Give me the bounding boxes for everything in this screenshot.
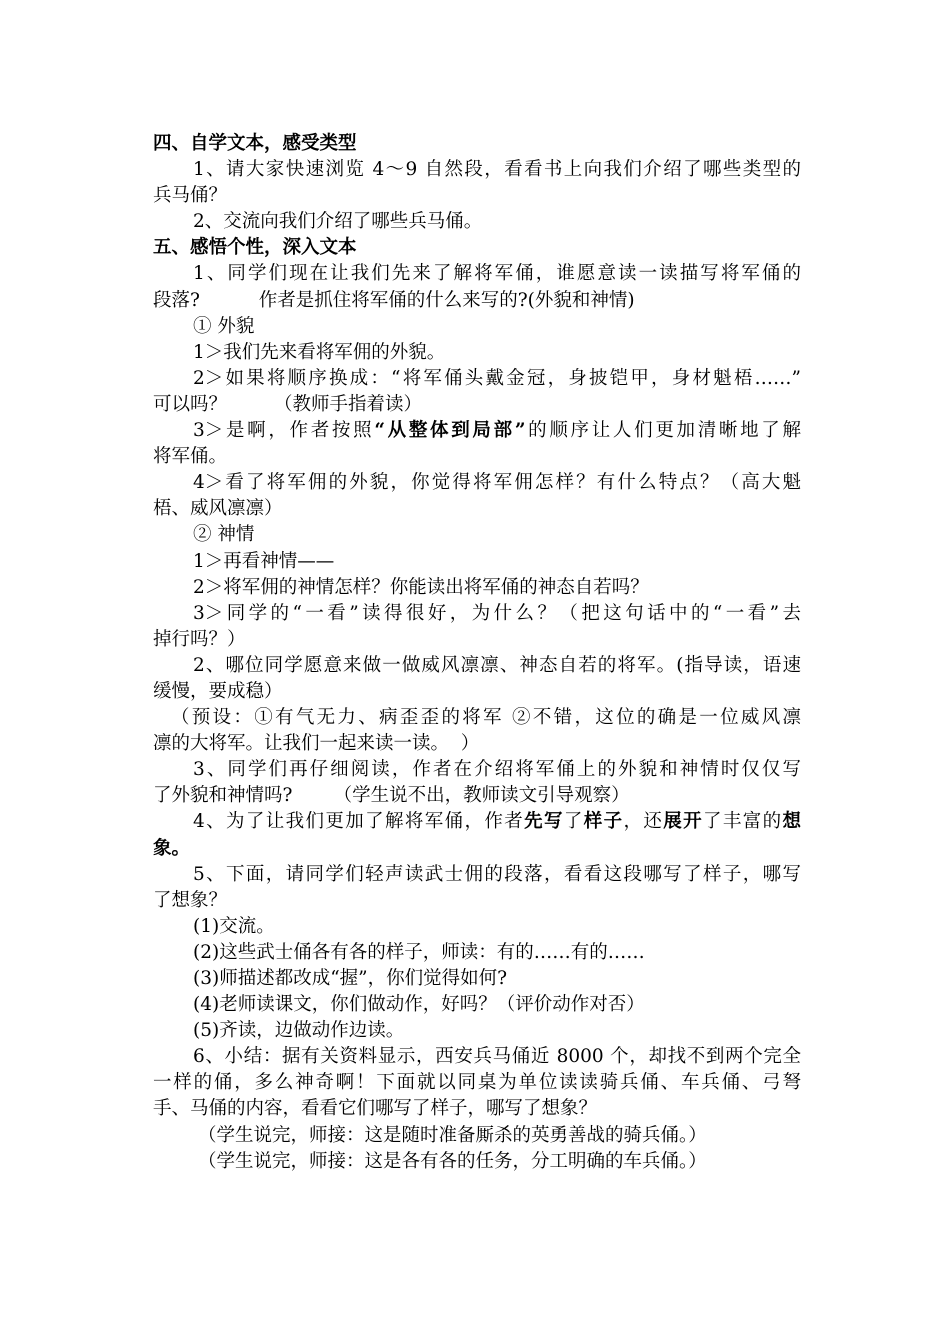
text-line: 3、同学们再仔细阅读，作者在介绍将军俑上的外貌和神情时仅仅写 (193, 759, 801, 781)
bold-phrase: 想 (782, 811, 801, 833)
text-line: 1、请大家快速浏览 4～9 自然段，看看书上向我们介绍了哪些类型的 (193, 159, 801, 181)
text-span: 3＞是啊，作者按照 (193, 420, 375, 442)
text-line: 可以吗？ （教师手指着读） (153, 393, 423, 415)
text-line: (1)交流。 (193, 915, 275, 937)
text-span: 了丰富的 (702, 811, 783, 833)
text-line: （学生说完，师接：这是随时准备厮杀的英勇善战的骑兵俑。） (198, 1124, 707, 1146)
text-line: 将军俑。 (153, 446, 228, 468)
bold-phrase: 先写 (524, 811, 564, 833)
bold-phrase: “从整体到局部” (374, 420, 526, 442)
text-line: （学生说完，师接：这是各有各的任务，分工明确的车兵俑。） (198, 1150, 707, 1172)
text-line: 了想象？ (153, 889, 228, 911)
document-page (153, 131, 801, 1175)
text-span: 的顺序让人们更加清晰地了解 (525, 420, 801, 442)
bold-phrase: 展开 (663, 811, 703, 833)
text-line: ① 外貌 (193, 315, 255, 337)
text-line: 1、同学们现在让我们先来了解将军俑，谁愿意读一读描写将军俑的 (193, 263, 801, 285)
text-line: 兵马俑？ (153, 185, 228, 207)
text-line: （预设：①有气无力、病歪歪的将军 ②不错，这位的确是一位威风凛 (171, 707, 801, 729)
text-line: 5、下面，请同学们轻声读武士佣的段落，看看这段哪写了样子，哪写 (193, 863, 801, 885)
text-line: 梧、威风凛凛） (153, 498, 283, 520)
text-line: 手、马俑的内容，看看它们哪写了样子，哪写了想象？ (153, 1098, 598, 1120)
text-line: 段落? 作者是抓住将军俑的什么来写的?(外貌和神情) (153, 289, 635, 311)
text-line: 1＞我们先来看将军佣的外貌。 (193, 341, 446, 363)
text-line: 2、哪位同学愿意来做一做威风凛凛、神态自若的将军。(指导读，语速 (193, 654, 801, 676)
text-line: 缓慢，要成稳） (153, 680, 283, 702)
text-line: (4)老师读课文，你们做动作，好吗？（评价动作对否） (193, 994, 645, 1016)
text-line (153, 418, 801, 444)
bold-phrase: 样子 (583, 811, 624, 833)
text-span: 4、为了让我们更加了解将军俑，作者 (193, 811, 525, 833)
text-line: (2)这些武士俑各有各的样子，师读：有的……有的…… (193, 941, 645, 963)
text-line: 2＞将军佣的神情怎样？你能读出将军俑的神态自若吗？ (193, 576, 649, 598)
text-line: 掉行吗？） (153, 628, 246, 650)
text-line: 2＞如果将顺序换成：“将军俑头戴金冠，身披铠甲，身材魁梧……” (193, 367, 801, 389)
text-line: 1＞再看神情—— (193, 550, 335, 572)
text-span: ，还 (623, 811, 664, 833)
text-line (153, 809, 801, 835)
text-line: 4＞看了将军佣的外貌，你觉得将军佣怎样？有什么特点？（高大魁 (193, 472, 801, 494)
text-line: (5)齐读，边做动作边读。 (193, 1020, 405, 1042)
text-line: 2、交流向我们介绍了哪些兵马俑。 (193, 211, 483, 233)
text-line: 3＞同学的“一看”读得很好，为什么？（把这句话中的“一看”去 (193, 602, 801, 624)
text-line: ② 神情 (193, 524, 255, 546)
text-line: 6、小结：据有关资料显示，西安兵马俑近 8000 个，却找不到两个完全 (193, 1046, 801, 1068)
section-heading: 五、感悟个性，深入文本 (153, 237, 357, 259)
text-line: 了外貌和神情吗? （学生说不出，教师读文引导观察） (153, 785, 630, 807)
text-line: (3)师描述都改成“握”，你们觉得如何? (193, 968, 508, 989)
section-heading: 四、自学文本，感受类型 (153, 133, 357, 154)
text-span: 了 (563, 811, 584, 833)
text-line: 一样的俑，多么神奇啊！下面就以同桌为单位读读骑兵俑、车兵俑、弓弩 (153, 1072, 801, 1094)
text-line: 凛的大将军。让我们一起来读一读。 ） (153, 733, 480, 755)
section-heading: 象。 (153, 837, 191, 859)
